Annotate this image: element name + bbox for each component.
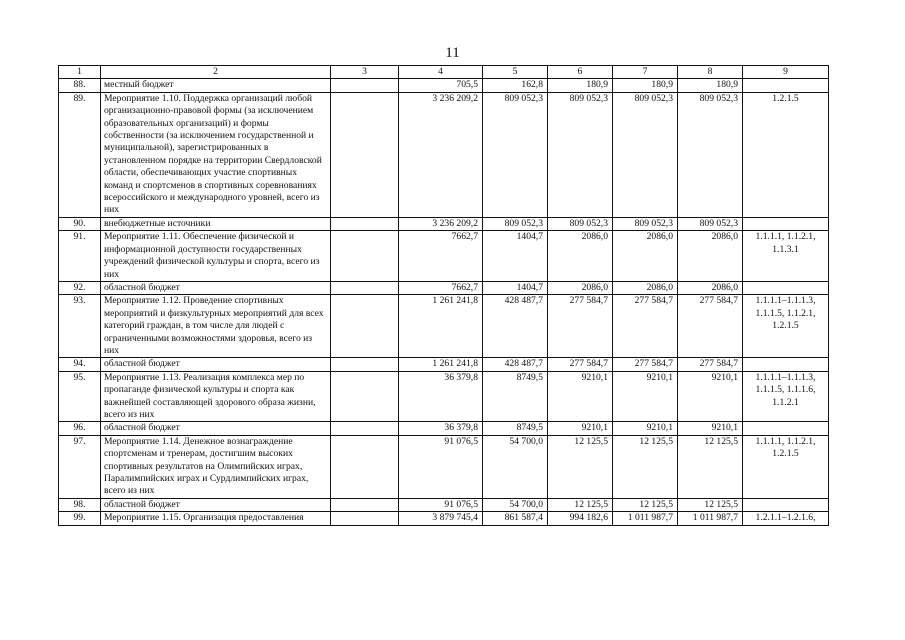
row-target-cell [743, 498, 829, 511]
row-col5-cell: 54 700,0 [483, 435, 548, 498]
row-number-cell: 89. [59, 92, 101, 217]
row-text-cell: Мероприятие 1.14. Денежное вознаграждение спортсменам и тренерам, достигшим высоких спортивных результатов на Олимпийских играх, Паралимпийских играх и Сурдлимпийских играх, всего из них [101, 435, 331, 498]
row-number-cell: 88. [59, 79, 101, 92]
row-col4-cell: 1 261 241,8 [399, 295, 483, 358]
row-target-cell [743, 358, 829, 371]
row-col7-cell: 277 584,7 [613, 295, 678, 358]
row-col8-cell: 12 125,5 [678, 435, 743, 498]
row-col3-cell [331, 231, 399, 282]
row-col8-cell: 9210,1 [678, 422, 743, 435]
row-text-cell: Мероприятие 1.13. Реализация комплекса мер по пропаганде физической культуры и спорта как важнейшей составляющей здорового образа жизни, всего из них [101, 371, 331, 422]
row-col3-cell [331, 498, 399, 511]
table-row [59, 295, 829, 358]
row-number-cell: 92. [59, 281, 101, 294]
row-col6-cell: 809 052,3 [548, 217, 613, 230]
table-row [59, 435, 829, 498]
table-row [59, 371, 829, 422]
row-col4-cell: 91 076,5 [399, 435, 483, 498]
row-col3-cell [331, 435, 399, 498]
row-col5-cell: 428 487,7 [483, 358, 548, 371]
row-col4-cell: 3 236 209,2 [399, 92, 483, 217]
header-cell: 6 [548, 66, 613, 79]
row-text-cell: местный бюджет [101, 79, 331, 92]
row-col4-cell: 91 076,5 [399, 498, 483, 511]
row-col8-cell: 277 584,7 [678, 358, 743, 371]
row-col6-cell: 180,9 [548, 79, 613, 92]
row-col8-cell: 2086,0 [678, 231, 743, 282]
row-target-cell: 1.2.1.5 [743, 92, 829, 217]
row-col7-cell: 1 011 987,7 [613, 512, 678, 525]
row-target-cell: 1.1.1.1–1.1.1.3, 1.1.1.5, 1.1.1.6, 1.1.2.1 [743, 371, 829, 422]
row-col5-cell: 54 700,0 [483, 498, 548, 511]
row-col8-cell: 9210,1 [678, 371, 743, 422]
row-target-cell: 1.2.1.1–1.2.1.6, [743, 512, 829, 525]
row-number-cell: 97. [59, 435, 101, 498]
row-col5-cell: 1404,7 [483, 231, 548, 282]
row-number-cell: 99. [59, 512, 101, 525]
table-row [59, 422, 829, 435]
budget-table [58, 65, 829, 526]
row-col6-cell: 994 182,6 [548, 512, 613, 525]
header-cell: 5 [483, 66, 548, 79]
row-target-cell: 1.1.1.1, 1.1.2.1, 1.2.1.5 [743, 435, 829, 498]
header-row [59, 66, 829, 79]
row-col6-cell: 277 584,7 [548, 358, 613, 371]
row-col7-cell: 277 584,7 [613, 358, 678, 371]
row-col5-cell: 1404,7 [483, 281, 548, 294]
table-row [59, 281, 829, 294]
row-col4-cell: 705,5 [399, 79, 483, 92]
row-col7-cell: 180,9 [613, 79, 678, 92]
row-number-cell: 98. [59, 498, 101, 511]
row-col6-cell: 12 125,5 [548, 435, 613, 498]
header-cell: 8 [678, 66, 743, 79]
table-row [59, 217, 829, 230]
row-target-cell [743, 281, 829, 294]
table-row [59, 512, 829, 525]
header-cell: 4 [399, 66, 483, 79]
header-cell: 3 [331, 66, 399, 79]
row-text-cell: Мероприятие 1.11. Обеспечение физической и информационной доступности государственных учреждений физической культуры и спорта, всего из них [101, 231, 331, 282]
row-text-cell: внебюджетные источники [101, 217, 331, 230]
row-col3-cell [331, 79, 399, 92]
header-cell: 2 [101, 66, 331, 79]
row-col5-cell: 861 587,4 [483, 512, 548, 525]
row-col4-cell: 36 379,8 [399, 371, 483, 422]
row-col3-cell [331, 512, 399, 525]
row-col3-cell [331, 422, 399, 435]
row-col3-cell [331, 281, 399, 294]
row-col5-cell: 809 052,3 [483, 92, 548, 217]
row-col4-cell: 1 261 241,8 [399, 358, 483, 371]
row-target-cell [743, 217, 829, 230]
row-col6-cell: 809 052,3 [548, 92, 613, 217]
row-col5-cell: 428 487,7 [483, 295, 548, 358]
row-text-cell: Мероприятие 1.10. Поддержка организаций любой организационно-правовой формы (за исключением образовательных организаций) и формы собственности (за исключением государственной и муниципальной), зарегистрированных в установленном порядке на территории Свердловской области, обеспечивающих участие спортивных команд и спортсменов в спортивных соревнованиях всероссийского и международного уровней, всего из них [101, 92, 331, 217]
row-col8-cell: 809 052,3 [678, 92, 743, 217]
row-col4-cell: 7662,7 [399, 231, 483, 282]
row-col7-cell: 12 125,5 [613, 435, 678, 498]
row-target-cell [743, 422, 829, 435]
row-col8-cell: 2086,0 [678, 281, 743, 294]
table-row [59, 79, 829, 92]
row-col7-cell: 9210,1 [613, 422, 678, 435]
row-col3-cell [331, 217, 399, 230]
row-text-cell: областной бюджет [101, 498, 331, 511]
table-row [59, 358, 829, 371]
row-number-cell: 91. [59, 231, 101, 282]
row-number-cell: 90. [59, 217, 101, 230]
row-col4-cell: 3 236 209,2 [399, 217, 483, 230]
page-number: 11 [445, 45, 460, 61]
row-col6-cell: 277 584,7 [548, 295, 613, 358]
row-col6-cell: 12 125,5 [548, 498, 613, 511]
row-col7-cell: 9210,1 [613, 371, 678, 422]
row-col6-cell: 2086,0 [548, 231, 613, 282]
row-target-cell [743, 79, 829, 92]
header-cell: 1 [59, 66, 101, 79]
row-col5-cell: 8749,5 [483, 371, 548, 422]
row-col6-cell: 9210,1 [548, 422, 613, 435]
row-col5-cell: 8749,5 [483, 422, 548, 435]
row-col7-cell: 2086,0 [613, 231, 678, 282]
table-row [59, 92, 829, 217]
row-text-cell: областной бюджет [101, 358, 331, 371]
row-col8-cell: 809 052,3 [678, 217, 743, 230]
row-target-cell: 1.1.1.1–1.1.1.3, 1.1.1.5, 1.1.2.1, 1.2.1.5 [743, 295, 829, 358]
row-col4-cell: 36 379,8 [399, 422, 483, 435]
row-text-cell: Мероприятие 1.12. Проведение спортивных мероприятий и физкультурных мероприятий для всех категорий граждан, в том числе для людей с ограниченными возможностями здоровья, всего из них [101, 295, 331, 358]
row-number-cell: 94. [59, 358, 101, 371]
row-text-cell: областной бюджет [101, 422, 331, 435]
table-row [59, 231, 829, 282]
row-number-cell: 93. [59, 295, 101, 358]
row-col3-cell [331, 358, 399, 371]
row-col8-cell: 277 584,7 [678, 295, 743, 358]
row-col5-cell: 162,8 [483, 79, 548, 92]
row-col3-cell [331, 92, 399, 217]
row-text-cell: областной бюджет [101, 281, 331, 294]
row-col8-cell: 1 011 987,7 [678, 512, 743, 525]
row-col5-cell: 809 052,3 [483, 217, 548, 230]
header-cell: 7 [613, 66, 678, 79]
row-number-cell: 96. [59, 422, 101, 435]
row-col8-cell: 12 125,5 [678, 498, 743, 511]
row-col6-cell: 9210,1 [548, 371, 613, 422]
row-col7-cell: 809 052,3 [613, 217, 678, 230]
row-col7-cell: 12 125,5 [613, 498, 678, 511]
row-text-cell: Мероприятие 1.15. Организация предоставления [101, 512, 331, 525]
row-col3-cell [331, 295, 399, 358]
row-col6-cell: 2086,0 [548, 281, 613, 294]
row-col4-cell: 3 879 745,4 [399, 512, 483, 525]
row-col7-cell: 809 052,3 [613, 92, 678, 217]
row-number-cell: 95. [59, 371, 101, 422]
row-col3-cell [331, 371, 399, 422]
table-row [59, 498, 829, 511]
row-target-cell: 1.1.1.1, 1.1.2.1, 1.1.3.1 [743, 231, 829, 282]
header-cell: 9 [743, 66, 829, 79]
row-col8-cell: 180,9 [678, 79, 743, 92]
row-col4-cell: 7662,7 [399, 281, 483, 294]
row-col7-cell: 2086,0 [613, 281, 678, 294]
